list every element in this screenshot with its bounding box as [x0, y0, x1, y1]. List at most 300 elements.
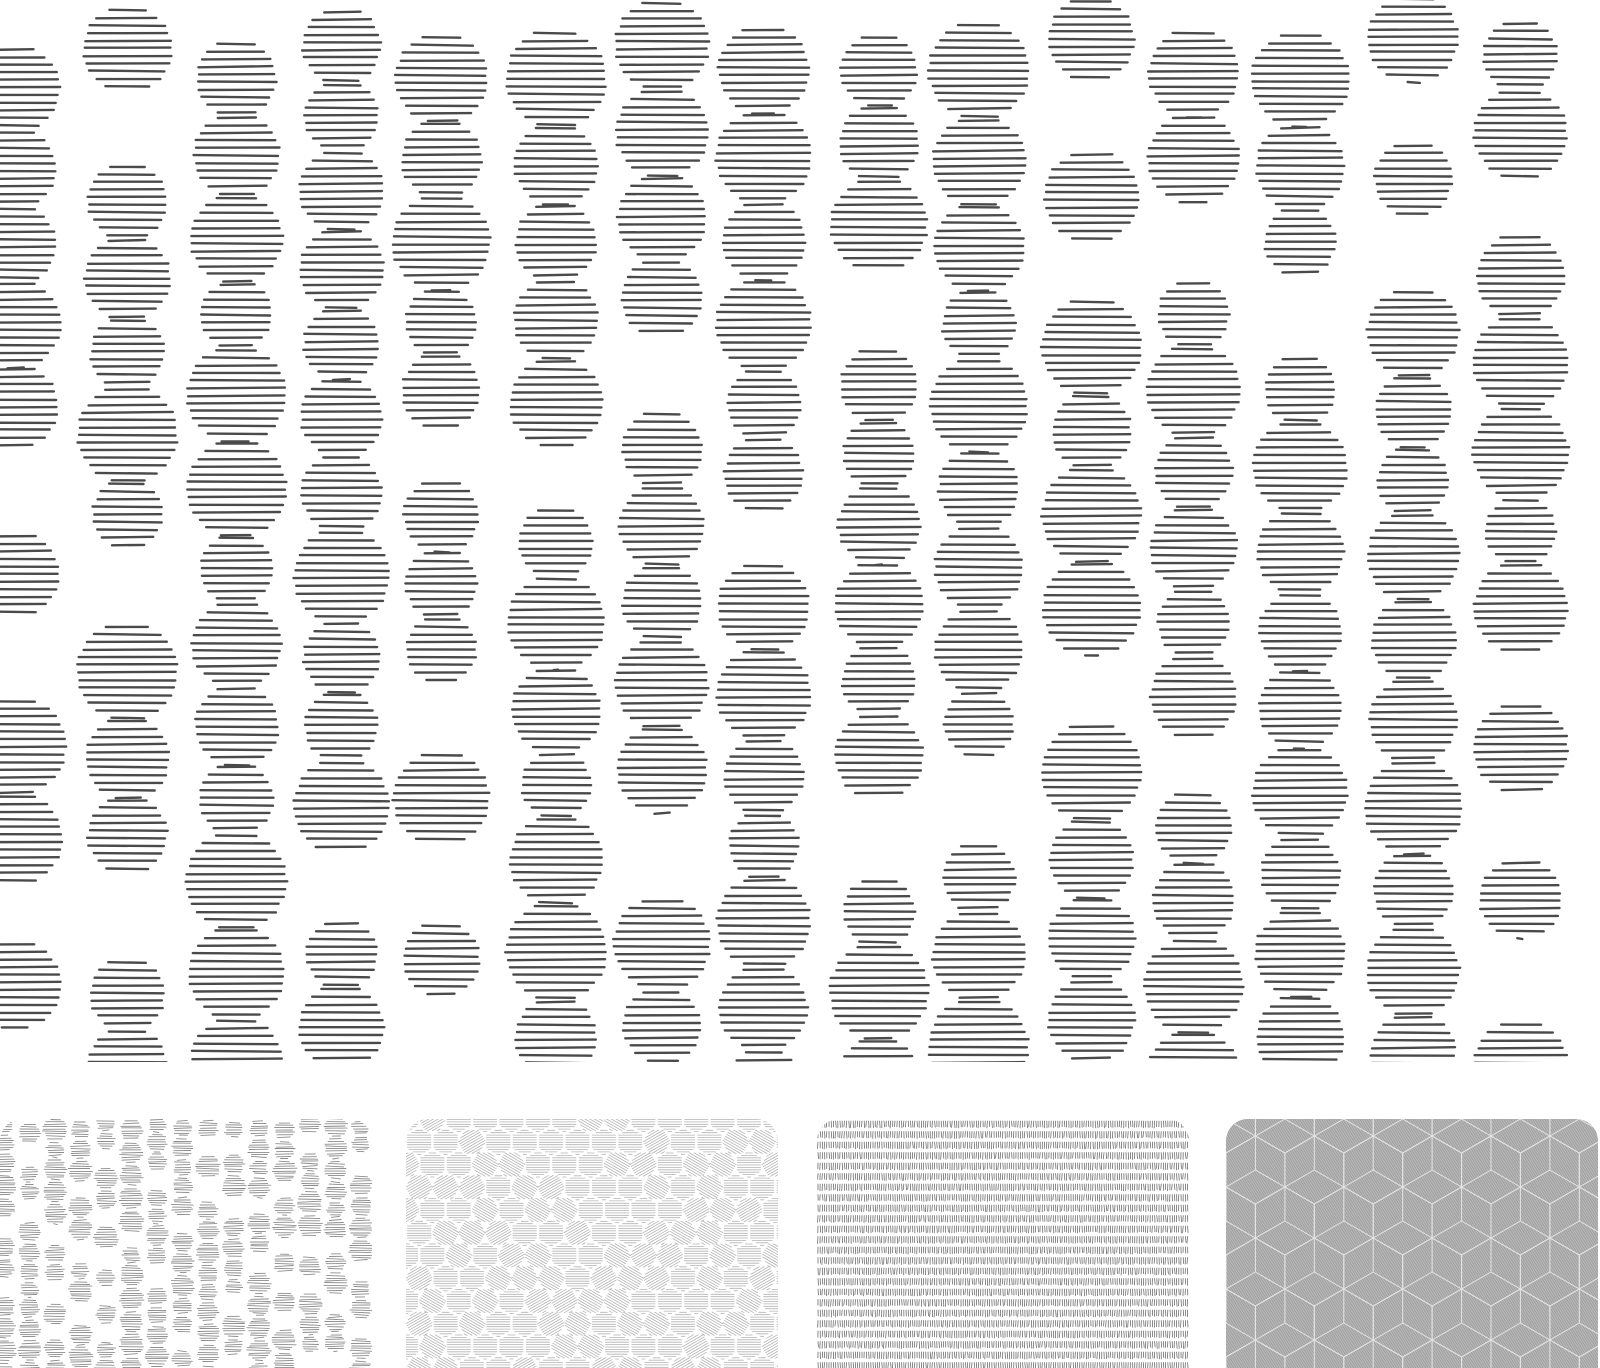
striped-dot-85 — [719, 566, 808, 650]
striped-dot-69 — [616, 92, 708, 176]
striped-dot-107 — [942, 292, 1016, 353]
swatch-dot-129 — [300, 1154, 318, 1171]
striped-dot-96 — [844, 423, 914, 483]
swatch-dot-63 — [150, 1119, 166, 1133]
striped-dot-24 — [187, 350, 285, 441]
swatch-hexagon-110 — [592, 1221, 615, 1245]
swatch-dot-139 — [325, 1139, 347, 1159]
swatch-dot-104 — [223, 1316, 245, 1336]
swatch-stripe-5 — [818, 1174, 1188, 1181]
swatch-hexagon-47 — [719, 1126, 751, 1158]
swatch-dot-4 — [0, 1199, 15, 1216]
striped-dot-60 — [511, 361, 603, 445]
striped-dot-54 — [392, 755, 489, 839]
swatch-hexagon-196 — [605, 1335, 628, 1359]
swatch-dot-60 — [120, 1312, 142, 1332]
swatch-hexagon-185 — [777, 1312, 778, 1336]
striped-dot-87 — [725, 741, 804, 810]
striped-dot-106 — [934, 207, 1023, 291]
striped-dot-33 — [302, 12, 381, 81]
swatch-dot-143 — [324, 1220, 346, 1237]
swatch-hexagon-30 — [711, 1119, 734, 1132]
swatch-hexagon-89 — [469, 1194, 501, 1226]
swatch-hexagon-20 — [447, 1119, 470, 1132]
striped-dot-17 — [87, 801, 168, 870]
swatch-dot-10 — [0, 1363, 14, 1368]
swatch-hexagon-56 — [495, 1149, 527, 1181]
swatch-dot-128 — [300, 1119, 321, 1132]
swatch-dot-8 — [0, 1319, 16, 1338]
swatch-hatched-cubes — [1226, 1119, 1598, 1368]
swatch-dot-56 — [119, 1212, 144, 1231]
swatch-dot-138 — [324, 1119, 348, 1136]
striped-dot-115 — [929, 1002, 1029, 1070]
swatch-hexagon-149 — [724, 1267, 747, 1291]
swatch-hexagon-19 — [417, 1119, 449, 1136]
striped-dot-141 — [1266, 359, 1334, 421]
striped-dot-138 — [1252, 36, 1348, 127]
swatch-hexagon-77 — [619, 1176, 642, 1200]
swatch-hexagon-184 — [751, 1312, 774, 1336]
swatch-hexagon-96 — [658, 1199, 681, 1223]
striped-dot-22 — [191, 198, 283, 282]
swatch-dot-81 — [171, 1254, 194, 1273]
swatch-stripe-12 — [818, 1247, 1188, 1254]
striped-dot-9 — [84, 10, 172, 87]
striped-dot-2 — [0, 209, 55, 278]
striped-dot-70 — [617, 178, 705, 254]
swatch-dot-99 — [223, 1176, 246, 1196]
striped-dot-130 — [1155, 438, 1233, 507]
swatch-hexagon-133 — [737, 1244, 760, 1268]
swatch-hexagon-126 — [553, 1244, 576, 1268]
swatch-dot-125 — [272, 1330, 296, 1350]
swatch-dot-55 — [119, 1189, 143, 1208]
swatch-stripe-4 — [818, 1163, 1188, 1170]
striped-dot-47 — [403, 124, 482, 193]
swatch-hexagon-79 — [671, 1176, 694, 1200]
striped-dot-153 — [1377, 378, 1451, 447]
swatch-hexagon-164 — [658, 1290, 681, 1314]
swatch-hexagon-57 — [526, 1153, 549, 1177]
striped-dot-49 — [406, 292, 476, 353]
striped-dot-133 — [1150, 659, 1236, 735]
swatch-hexagon-195 — [574, 1331, 606, 1363]
swatch-hexagon-105 — [456, 1217, 488, 1249]
striped-dot-97 — [837, 488, 921, 565]
striped-dot-59 — [514, 282, 598, 358]
striped-dot-149 — [1258, 998, 1343, 1070]
swatch-hexagon-142 — [535, 1262, 567, 1294]
swatch-dot-131 — [297, 1192, 321, 1212]
swatch-dot-12 — [21, 1167, 38, 1182]
swatch-hexagon-100 — [764, 1199, 778, 1223]
swatch-hexagon-199 — [680, 1331, 712, 1363]
striped-dot-13 — [78, 389, 178, 480]
swatch-hexagon-32 — [764, 1119, 778, 1132]
striped-dot-77 — [613, 901, 709, 984]
striped-dot-76 — [618, 729, 707, 813]
striped-dot-1 — [0, 133, 55, 202]
striped-dot-146 — [1252, 750, 1348, 834]
swatch-hexagon-90 — [500, 1199, 523, 1223]
striped-dot-23 — [201, 284, 270, 345]
striped-dot-112 — [944, 693, 1013, 755]
swatch-dot-38 — [71, 1264, 89, 1279]
striped-dot-147 — [1262, 840, 1340, 909]
striped-dot-84 — [724, 440, 803, 509]
swatch-dot-19 — [19, 1320, 40, 1336]
swatch-hexagon-18 — [406, 1119, 418, 1132]
swatch-dot-90 — [196, 1244, 219, 1263]
striped-dot-86 — [717, 652, 811, 735]
striped-dot-36 — [301, 231, 384, 307]
striped-dot-29 — [200, 767, 273, 829]
swatch-hexagon-87 — [421, 1199, 444, 1223]
swatch-dot-80 — [172, 1234, 193, 1252]
swatch-dot-13 — [21, 1185, 40, 1199]
striped-dot-44 — [307, 923, 377, 985]
swatch-dot-45 — [94, 1169, 118, 1188]
swatch-hexagon-123 — [474, 1244, 497, 1268]
striped-dot-154 — [1377, 450, 1448, 511]
swatch-hexagon-80 — [693, 1171, 725, 1203]
swatch-hexagon-202 — [760, 1331, 778, 1363]
swatch-dot-130 — [301, 1174, 319, 1189]
swatch-hexagon-150 — [746, 1262, 778, 1294]
striped-dot-14 — [93, 484, 162, 546]
striped-dot-61 — [519, 511, 592, 572]
striped-dot-8 — [0, 944, 61, 1027]
striped-dot-78 — [623, 993, 700, 1061]
striped-dot-89 — [717, 880, 810, 964]
striped-dot-62 — [509, 579, 604, 670]
swatch-dot-119 — [275, 1142, 295, 1159]
swatch-stripe-18 — [818, 1310, 1188, 1317]
swatch-dot-17 — [21, 1283, 39, 1298]
swatch-hexagon-108 — [539, 1221, 562, 1245]
swatch-hexagon-54 — [447, 1153, 470, 1177]
swatch-hexagon-40 — [539, 1130, 562, 1154]
swatch-stripe-17 — [818, 1300, 1188, 1307]
swatch-hexagon-93 — [579, 1199, 602, 1223]
swatch-dot-29 — [44, 1304, 66, 1323]
swatch-dot-46 — [97, 1191, 117, 1208]
striped-dot-169 — [1474, 707, 1567, 791]
swatch-dot-64 — [147, 1135, 167, 1153]
swatch-dot-51 — [94, 1360, 116, 1368]
swatch-stripe-2 — [818, 1142, 1188, 1149]
swatch-hexagon-22 — [500, 1119, 523, 1132]
striped-dot-88 — [730, 816, 799, 877]
striped-dot-143 — [1258, 514, 1345, 590]
striped-dot-3 — [0, 284, 61, 369]
swatch-dot-158 — [350, 1361, 373, 1368]
swatch-hexagon-88 — [447, 1199, 470, 1223]
striped-dot-114 — [932, 914, 1025, 998]
swatch-dot-2 — [0, 1154, 15, 1172]
swatch-dot-52 — [121, 1121, 143, 1138]
swatch-dot-0 — [0, 1119, 12, 1132]
swatch-dot-116 — [247, 1341, 271, 1361]
swatch-hexagon-61 — [628, 1149, 660, 1181]
striped-dot-119 — [1054, 396, 1131, 465]
striped-dot-42 — [305, 695, 377, 756]
swatch-hexagon-115 — [724, 1221, 747, 1245]
striped-dot-111 — [935, 611, 1021, 688]
swatch-hexagon-64 — [706, 1149, 738, 1181]
swatch-dot-145 — [324, 1273, 348, 1293]
striped-dot-98 — [836, 565, 923, 642]
striped-dot-37 — [303, 311, 377, 380]
swatch-dot-79 — [171, 1197, 193, 1215]
swatch-dot-102 — [224, 1261, 242, 1276]
swatch-dot-144 — [326, 1254, 346, 1269]
swatch-hexagon-28 — [658, 1119, 681, 1132]
swatch-hexagon-157 — [469, 1285, 501, 1317]
striped-dot-160 — [1368, 930, 1460, 1014]
swatch-dot-49 — [96, 1306, 116, 1324]
swatch-hexagon-63 — [680, 1149, 712, 1181]
striped-dot-66 — [505, 906, 605, 998]
striped-dot-68 — [616, 3, 710, 87]
swatch-dot-21 — [18, 1363, 41, 1368]
swatch-hexagon-95 — [632, 1199, 655, 1223]
swatch-dot-154 — [349, 1241, 372, 1260]
swatch-dot-141 — [325, 1182, 347, 1199]
swatch-hexagon-189 — [416, 1331, 448, 1363]
swatch-dot-132 — [298, 1216, 322, 1236]
swatch-stripe-7 — [818, 1195, 1188, 1202]
swatch-dot-123 — [274, 1254, 293, 1271]
swatch-dot-121 — [274, 1198, 295, 1215]
swatch-hexagon-175 — [513, 1312, 536, 1336]
swatch-stripe-23 — [818, 1363, 1188, 1368]
swatch-hexagon-131 — [685, 1244, 708, 1268]
striped-dot-15 — [77, 627, 177, 718]
swatch-hexagon-197 — [632, 1335, 655, 1359]
striped-dot-128 — [1159, 283, 1230, 344]
swatch-dot-133 — [299, 1257, 320, 1275]
swatch-dot-27 — [45, 1245, 65, 1260]
swatch-hexagon-141 — [508, 1262, 540, 1294]
swatch-dot-122 — [273, 1218, 297, 1237]
swatch-hexagon-145 — [614, 1262, 646, 1294]
swatch-hexagon-62 — [658, 1153, 681, 1177]
swatch-stripe-21 — [818, 1342, 1188, 1349]
striped-dot-104 — [928, 25, 1028, 117]
striped-dot-28 — [195, 688, 278, 765]
swatch-hexagon-160 — [548, 1285, 580, 1317]
swatch-hexagon-45 — [671, 1130, 694, 1154]
swatch-hexagon-91 — [522, 1194, 554, 1226]
swatch-dot-40 — [69, 1326, 92, 1346]
swatch-dot-84 — [173, 1318, 192, 1332]
swatch-dot-39 — [68, 1282, 92, 1301]
swatch-hexagon-139 — [460, 1267, 483, 1291]
swatch-hexagon-147 — [671, 1267, 694, 1291]
swatch-hexagon-156 — [447, 1290, 470, 1314]
swatch-dot-44 — [97, 1134, 115, 1149]
swatch-dot-114 — [248, 1296, 271, 1315]
striped-dot-4 — [0, 369, 57, 445]
swatch-hexagon-109 — [562, 1217, 594, 1249]
swatch-hexagon-104 — [429, 1217, 461, 1249]
striped-dot-74 — [622, 568, 700, 637]
striped-dot-51 — [403, 483, 478, 552]
swatch-hexagon-120 — [406, 1244, 418, 1268]
swatch-dot-152 — [351, 1198, 371, 1215]
swatch-hexagon-166 — [711, 1290, 734, 1314]
swatch-dot-115 — [247, 1319, 270, 1338]
swatch-dot-75 — [174, 1120, 192, 1135]
swatch-dot-61 — [119, 1334, 143, 1354]
swatch-hexagon-99 — [733, 1194, 765, 1226]
swatch-hexagon-125 — [522, 1240, 554, 1272]
swatch-hexagon-192 — [500, 1335, 523, 1359]
swatch-hexagon-78 — [640, 1171, 672, 1203]
swatch-hexagon-168 — [764, 1290, 778, 1314]
swatch-dot-53 — [120, 1143, 143, 1162]
swatch-hexagon-143 — [566, 1267, 589, 1291]
swatch-dot-146 — [325, 1315, 346, 1332]
swatch-hexagon-138 — [434, 1267, 457, 1291]
swatch-hexagon-183 — [719, 1308, 751, 1340]
swatch-dot-108 — [248, 1140, 269, 1157]
striped-dot-135 — [1153, 865, 1233, 934]
swatch-dot-34 — [71, 1141, 91, 1158]
striped-dot-71 — [622, 263, 702, 331]
swatch-dot-71 — [148, 1308, 166, 1323]
swatch-dot-113 — [247, 1273, 271, 1293]
swatch-hexagon-161 — [574, 1285, 606, 1317]
swatch-dot-110 — [248, 1178, 270, 1198]
swatch-dot-107 — [250, 1121, 268, 1136]
swatch-hexagon-97 — [680, 1194, 712, 1226]
swatch-hexagon-43 — [619, 1130, 642, 1154]
swatch-hexagon-36 — [434, 1130, 457, 1154]
swatch-dot-89 — [197, 1222, 219, 1238]
swatch-hexagon-163 — [632, 1290, 655, 1314]
striped-dot-38 — [301, 381, 382, 450]
swatch-hexagon-136 — [406, 1262, 409, 1294]
swatch-hexagon-177 — [561, 1308, 593, 1340]
striped-dot-123 — [1050, 822, 1133, 899]
swatch-hexagon-92 — [548, 1194, 580, 1226]
striped-dot-168 — [1474, 565, 1568, 649]
swatch-hexagon-31 — [737, 1119, 760, 1132]
striped-dot-125 — [1048, 982, 1135, 1058]
striped-dot-165 — [1474, 319, 1568, 404]
swatch-hexagon-132 — [706, 1240, 738, 1272]
swatch-hexagon-38 — [487, 1130, 510, 1154]
striped-dot-113 — [943, 846, 1015, 908]
swatch-hexagon-191 — [474, 1335, 497, 1359]
striped-dot-158 — [1365, 763, 1461, 855]
swatch-dot-87 — [196, 1157, 221, 1176]
swatch-hexagon-198 — [658, 1335, 681, 1359]
swatch-dot-118 — [275, 1123, 295, 1138]
striped-dot-52 — [405, 553, 477, 615]
swatch-dot-142 — [327, 1203, 345, 1217]
swatch-dot-156 — [350, 1300, 372, 1317]
swatch-dot-86 — [199, 1120, 219, 1135]
swatch-hexagon-206 — [429, 1353, 461, 1368]
swatch-stripe-15 — [818, 1279, 1188, 1286]
striped-dot-101 — [845, 882, 916, 943]
swatch-hexagon-21 — [474, 1119, 497, 1132]
striped-dot-151 — [1374, 146, 1452, 214]
swatch-hexagon-213 — [614, 1353, 646, 1368]
striped-dot-127 — [1148, 118, 1239, 203]
swatch-dot-68 — [147, 1226, 169, 1246]
swatch-stripe-8 — [818, 1205, 1188, 1212]
swatch-hexagon-27 — [632, 1119, 655, 1132]
swatch-hexagon-173 — [456, 1308, 488, 1340]
swatch-dot-37 — [69, 1220, 92, 1240]
swatch-stripe-20 — [818, 1331, 1188, 1338]
swatch-hexagon-144 — [588, 1262, 620, 1294]
striped-dot-159 — [1374, 856, 1452, 924]
striped-dot-102 — [830, 947, 929, 1039]
swatch-dot-83 — [173, 1298, 191, 1313]
swatch-hexagon-217 — [724, 1358, 747, 1368]
swatch-hexagon-127 — [579, 1244, 602, 1268]
swatch-hexagon-162 — [601, 1285, 633, 1317]
swatch-dot-120 — [273, 1161, 298, 1180]
swatch-dot-36 — [69, 1198, 92, 1217]
swatch-hexagon-130 — [654, 1240, 686, 1272]
striped-dot-56 — [507, 33, 606, 125]
swatch-hexagon-73 — [508, 1171, 540, 1203]
striped-dot-25 — [187, 444, 286, 536]
swatch-hexagon-113 — [667, 1217, 699, 1249]
striped-dot-12 — [90, 321, 163, 383]
swatch-dot-93 — [198, 1303, 219, 1321]
swatch-dot-30 — [44, 1340, 65, 1357]
striped-dot-41 — [303, 624, 379, 693]
striped-dot-121 — [1043, 564, 1140, 655]
swatch-dot-20 — [18, 1341, 41, 1360]
swatch-dot-35 — [68, 1161, 92, 1181]
swatch-dot-150 — [352, 1138, 369, 1152]
swatch-hexagon-182 — [693, 1308, 725, 1340]
striped-dot-163 — [1473, 93, 1566, 177]
striped-dot-120 — [1041, 470, 1141, 562]
striped-dot-100 — [835, 717, 923, 794]
swatch-hexagon-180 — [640, 1308, 672, 1340]
swatch-dot-82 — [172, 1276, 195, 1296]
striped-dot-40 — [294, 533, 389, 617]
swatch-dot-69 — [148, 1248, 166, 1263]
striped-dot-50 — [403, 357, 479, 426]
striped-dot-110 — [935, 529, 1022, 605]
swatch-hexagon-82 — [751, 1176, 774, 1200]
swatch-hexagon-23 — [526, 1119, 549, 1132]
swatch-hexagon-59 — [579, 1153, 602, 1177]
swatch-hexagon-174 — [487, 1312, 510, 1336]
swatch-hexagon-24 — [553, 1119, 576, 1132]
swatch-hexagon-74 — [535, 1171, 567, 1203]
striped-dot-90 — [719, 970, 808, 1045]
striped-dot-94 — [831, 182, 927, 266]
swatch-hexagon-140 — [482, 1262, 514, 1294]
swatch-hexagon-146 — [641, 1262, 673, 1294]
striped-dot-57 — [515, 128, 598, 205]
striped-dot-144 — [1259, 595, 1341, 671]
swatch-hexagon-114 — [693, 1217, 725, 1249]
swatch-hexagon-41 — [566, 1130, 589, 1154]
